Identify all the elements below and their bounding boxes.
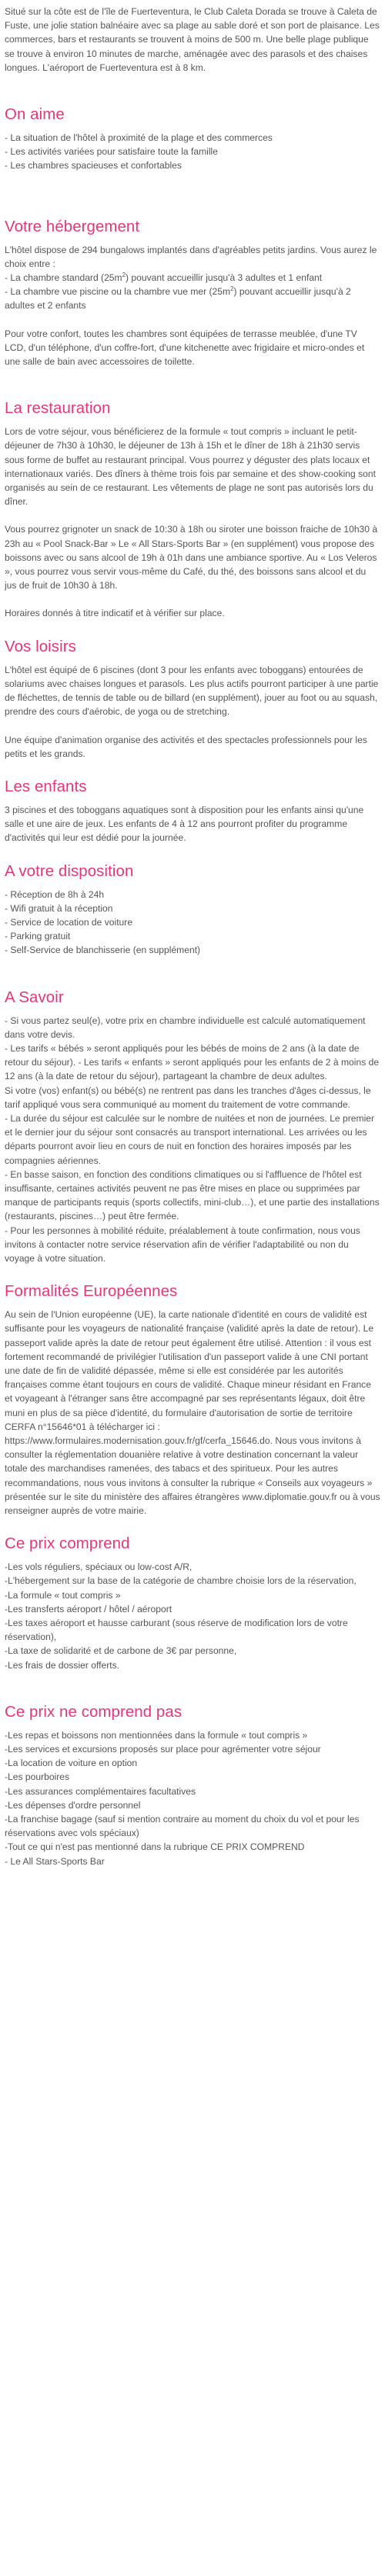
section-disposition bbox=[5, 862, 380, 958]
list-item: -Les assurances complémentaires facultatives bbox=[5, 1785, 196, 1797]
list-item: -Les services et excursions proposés sur place pour agrémenter votre séjour bbox=[5, 1744, 321, 1755]
section-formalites bbox=[5, 1282, 380, 1518]
section-title-on-aime: On aime bbox=[5, 106, 65, 124]
section-restauration bbox=[5, 399, 380, 620]
list-item: - Les activités variées pour satisfaire toute la famille bbox=[5, 146, 218, 158]
enfants-paragraph: 3 piscines et des toboggans aquatiques sont à disposition pour les enfants ainsi qu'une salle et une aire de jeux. Les enfants de 4 à 12 ans pourront profiter du programme d'activités qui leur est dédié pour la journée. bbox=[5, 804, 364, 844]
section-on-aime bbox=[5, 105, 380, 173]
section-title-restauration: La restauration bbox=[5, 400, 111, 418]
list-item: -Les pourboires bbox=[5, 1771, 70, 1783]
section-title-prix-comprend: Ce prix comprend bbox=[5, 1535, 130, 1553]
list-item: - Self-Service de blanchisserie (en supplément) bbox=[5, 945, 201, 956]
section-title-disposition: A votre disposition bbox=[5, 862, 134, 880]
list-item: -Les repas et boissons non mentionnées dans la formule « tout compris » bbox=[5, 1729, 308, 1741]
section-prix-comprend bbox=[5, 1535, 380, 1672]
room-pool-sea-view: - La chambre vue piscine ou la chambre vue mer $(25m^2)$ pouvant accueillir jusqu'à 2 adultes et 2 enfants bbox=[5, 285, 351, 312]
list-item: - La situation de l'hôtel à proximité de la plage et des commerces bbox=[5, 132, 273, 144]
list-item: - Parking gratuit bbox=[5, 931, 71, 942]
list-item: -La franchise bagage (sauf si mention contraire au moment du choix du vol et pour les réservations avec vols spéciaux) bbox=[5, 1814, 360, 1839]
list-item: -Les transferts aéroport / hôtel / aéroport bbox=[5, 1603, 172, 1615]
list-item: - Les tarifs « bébés » seront appliqués pour les bébés de moins de 2 ans (à la date de retour du séjour). - Les tarifs « enfants » seront appliqués pour les enfants de 2 à moins de 12 ans (à la date de retour du séjour), partageant la chambre de deux adultes. bbox=[5, 1042, 380, 1082]
list-item: -Les dépenses d'ordre personnel bbox=[5, 1799, 141, 1811]
list-item: -La taxe de solidarité et de carbone de 3€ par personne, bbox=[5, 1645, 237, 1657]
list-item: - Les chambres spacieuses et confortables bbox=[5, 160, 182, 172]
list-item: Si votre (vos) enfant(s) ou bébé(s) ne rentrent pas dans les tranches d'âges ci-dessus, le tarif appliqué vous sera communiqué au moment du traitement de votre commande. bbox=[5, 1085, 371, 1110]
loisirs-paragraph: L'hôtel est équipé de 6 piscines (dont 3 pour les enfants avec toboggans) entourées de solariums avec chaises longues et parasols. Les plus actifs pourront participer à une partie de fléchettes, de tennis de table ou de billard (en supplément), jouer au foot ou au squash, prendre des cours d'aérobic, de yoga ou de stretching. bbox=[5, 664, 379, 718]
list-item: - Réception de 8h à 24h bbox=[5, 888, 105, 900]
list-item: - Le All Stars-Sports Bar bbox=[5, 1855, 105, 1867]
list-item: -L'hébergement sur la base de la catégorie de chambre choisie lors de la réservation, bbox=[5, 1575, 357, 1587]
list-item: - En basse saison, en fonction des conditions climatiques ou si l'affluence de l'hôtel est insuffisante, certaines activités peuvent ne pas être mises en place ou supprimées par manque de participants requis (sports collectifs, mini-club…), et une partie des installations (restaurants, piscines…) peut être fermée. bbox=[5, 1168, 380, 1222]
loisirs-paragraph: Une équipe d'animation organise des activités et des spectacles professionnels pour les petits et les grands. bbox=[5, 734, 367, 759]
list-item: -Les frais de dossier offerts. bbox=[5, 1659, 119, 1671]
list-item: - Pour les personnes à mobilité réduite, préalablement à toute confirmation, nous vous invitons à contacter notre service réservation afin de vérifier l'adaptabilité ou non du voyage à votre situation. bbox=[5, 1225, 360, 1264]
list-item: -La location de voiture en option bbox=[5, 1758, 138, 1769]
list-item: - La durée du séjour est calculée sur le nombre de nuitées et non de journées. Le premier et le dernier jour du séjour sont consacrés au transport international. Les arrivées ou les départs pourront avoir lieu en cours de nuit en fonction des horaires imposés par les compagnies aériennes. bbox=[5, 1112, 375, 1166]
list-item: - Si vous partez seul(e), votre prix en chambre individuelle est calculé automatiquement dans votre devis. bbox=[5, 1015, 366, 1040]
restauration-note: Horaires donnés à titre indicatif et à vérifier sur place. bbox=[5, 608, 225, 619]
list-item: -Tout ce qui n'est pas mentionné dans la rubrique CE PRIX COMPREND bbox=[5, 1841, 305, 1853]
list-item: -Les vols réguliers, spéciaux ou low-cost A/R, bbox=[5, 1561, 192, 1573]
section-loisirs bbox=[5, 638, 380, 761]
section-a-savoir bbox=[5, 988, 380, 1266]
section-title-a-savoir: A Savoir bbox=[5, 988, 64, 1006]
section-enfants bbox=[5, 778, 380, 845]
list-item: - Service de location de voiture bbox=[5, 916, 133, 928]
formalites-paragraph: Au sein de l'Union européenne (UE), la carte nationale d'identité en cours de validité est suffisante pour les voyageurs de nationalité française (validité après la date de retour). Le passeport valide après la date de retour peut également être utilisé. Attention : il vous est fortement recommandé de privilégier l'utilisation d'un passeport valide à une CNI portant une date de fin de validité dépassée, même si elle est considérée par les autorités françaises comme étant toujours en cours de validité. Chaque mineur résidant en France et voyageant à l'étranger sans être accompagné par ses représentants légaux, doit être muni en plus de sa pièce d'identité, du formulaire d'autorisation de sortie de territoire CERFA n°15646*01 à télécharger ici : https://www.formulaires.modernisation.gouv.fr/gf/cerfa_15646.do. Nous vous invitons à consulter la réglementation douanière relative à votre destination concernant la valeur totale des marchandises ramenées, des tabacs et des spiritueux. Pour les autres recommandations, nous vous invitons à consulter la rubrique « Conseils aux voyageurs » présentée sur le site du ministère des affaires étrangères www.diplomatie.gouv.fr ou à vous renseigner auprès de votre mairie. bbox=[5, 1309, 380, 1517]
restauration-paragraph: Vous pourrez grignoter un snack de 10:30 à 18h ou siroter une boisson fraiche de 10h30 à 23h au « Pool Snack-Bar » Le « All Stars-Sports Bar » (en supplément) vous propose des boissons avec ou sans alcool de 19h à 01h dans une ambiance sportive. Au « Los Veleros », vous pourrez vous servir vous-même du Café, du thé, des boissons sans alcool et du jus de fruit de 10h30 à 18h. bbox=[5, 524, 378, 592]
list-item: - Wifi gratuit à la réception bbox=[5, 902, 113, 914]
list-item: -Les taxes aéroport et hausse carburant (sous réserve de modification lors de votre réservation), bbox=[5, 1618, 348, 1643]
section-title-hebergement: Votre hébergement bbox=[5, 218, 140, 235]
restauration-paragraph: Lors de votre séjour, vous bénéficierez de la formule « tout compris » incluant le petit-déjeuner de 7h30 à 10h30, le déjeuner de 13h à 15h et le dîner de 18h à 21h30 servis sous forme de buffet au restaurant principal. Vous pourrez y déguster des plats locaux et internationaux variés. Des dîners à thème trois fois par semaine et des show-cooking sont organisés au sein de ce restaurant. Les vêtements de plage ne sont pas autorisés lors du dîner. bbox=[5, 426, 376, 508]
intro-paragraph: Situé sur la côte est de l'île de Fuerteventura, le Club Caleta Dorada se trouve à Caleta de Fuste, une jolie station balnéaire avec sa plage au sable doré et son port de plaisance. Les commerces, bars et restaurants se trouvent à moins de 500 m. Une belle plage publique se trouve à environ 10 minutes de marche, aménagée avec des parasols et des chaises longues. L'aéroport de Fuerteventura est à 8 km. bbox=[5, 6, 380, 73]
section-title-formalites: Formalités Européennes bbox=[5, 1283, 178, 1301]
section-prix-ne-comprend-pas bbox=[5, 1703, 380, 1868]
section-title-prix-ne-comprend-pas: Ce prix ne comprend pas bbox=[5, 1703, 182, 1721]
section-title-loisirs: Vos loisirs bbox=[5, 638, 76, 655]
room-standard: - La chambre standard $(25m^2)$ pouvant accueillir jusqu'à 3 adultes et 1 enfant bbox=[5, 272, 323, 284]
section-title-enfants: Les enfants bbox=[5, 778, 87, 795]
list-item: -La formule « tout compris » bbox=[5, 1589, 121, 1601]
section-hebergement bbox=[5, 218, 380, 369]
hebergement-intro: L'hôtel dispose de 294 bungalows implantés dans d'agréables petits jardins. Vous aurez le choix entre : bbox=[5, 244, 377, 269]
hebergement-equipment: Pour votre confort, toutes les chambres sont équipées de terrasse meublée, d'une TV LCD, d'un téléphone, d'un coffre-fort, d'une kitchenette avec frigidaire et micro-ondes et une salle de bain avec accessoires de toilette. bbox=[5, 328, 365, 368]
